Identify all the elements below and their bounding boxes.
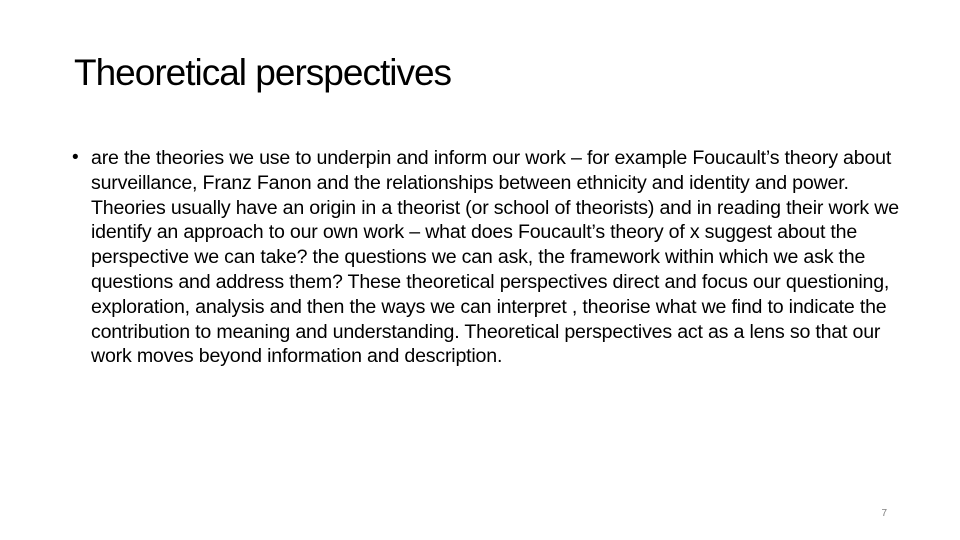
bullet-marker: • (72, 147, 79, 168)
bullet-text: are the theories we use to underpin and inform our work – for example Foucault’s theory about surveillance, Franz Fanon and the relationships between ethnicity and identity and power. Theories usually have an origin in a theorist (or school of theorists) and in reading their work we identify an approach to our own work – what does Foucault’s theory of x suggest about the perspective we can take? the questions we can ask, the framework within which we ask the questions and address them? These theoretical perspectives direct and focus our questioning, exploration, analysis and then the ways we can interpret , theorise what we find to indicate the contribution to meaning and understanding. Theoretical perspectives act as a lens so that our work moves beyond information and description. (91, 147, 899, 368)
bullet-item (72, 146, 902, 369)
slide-title: Theoretical perspectives (74, 52, 452, 93)
bullet-list (72, 146, 902, 369)
page-number: 7 (881, 508, 887, 519)
